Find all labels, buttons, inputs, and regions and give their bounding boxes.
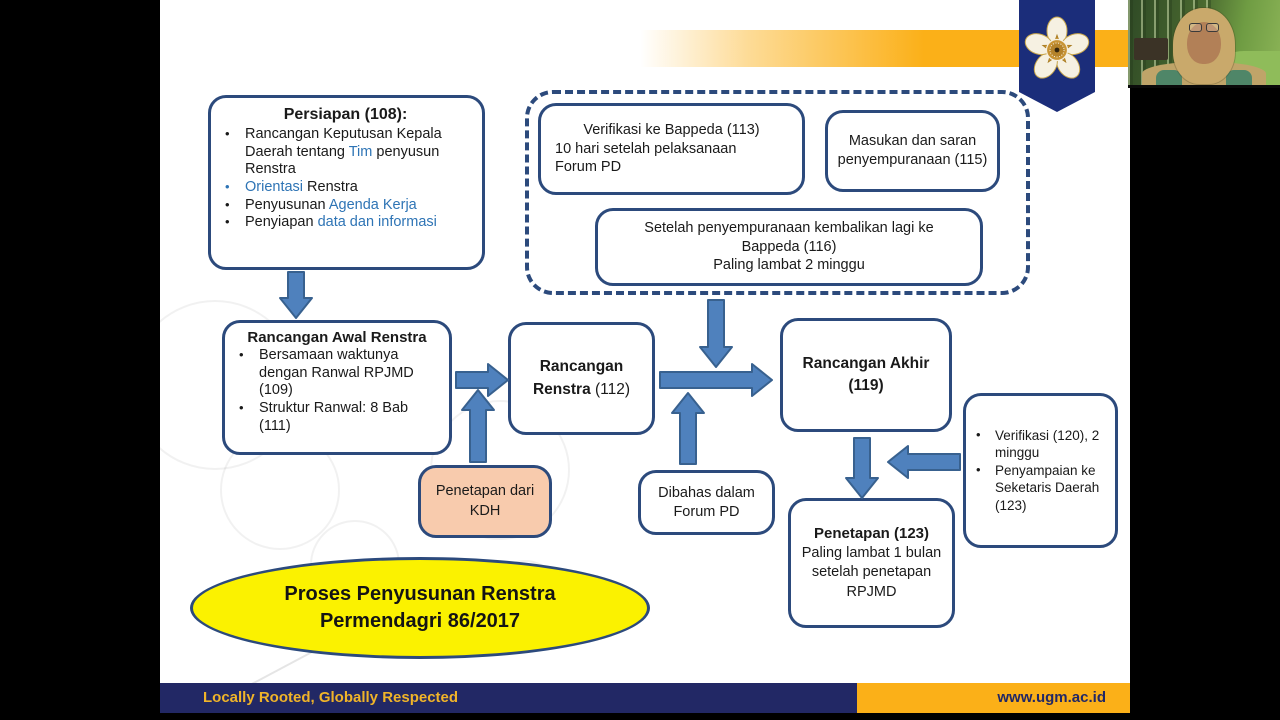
box-text: Paling lambat 1 bulan setelah penetapan RPJMD [801, 544, 942, 600]
slide-title-line1: Proses Penyusunan Renstra [284, 583, 556, 605]
webcam-thumbnail[interactable] [1128, 0, 1280, 88]
box-title: Penetapan (123) [813, 524, 930, 542]
box-title: Persiapan (108): [283, 106, 408, 123]
arrow-down-persiapan [280, 272, 312, 318]
bullet-text: Penyiapan data dan informasi [245, 214, 437, 231]
box-text: Setelah penyempuranaan kembalikan lagi ke Bappeda (116) [644, 219, 934, 255]
ugm-logo-icon [1015, 0, 1099, 118]
presentation-slide [160, 0, 1130, 713]
box-text: Rancangan Akhir (119) [802, 354, 930, 394]
arrow-up-forum-pd [672, 393, 704, 464]
arrow-down-dashed-group [700, 300, 732, 367]
bullet-item [233, 400, 441, 435]
penetapan-kdh-box [418, 465, 552, 538]
bullet-icon: • [225, 126, 230, 141]
box-text: Verifikasi ke Bappeda (113) [583, 121, 760, 138]
bullet-icon: • [239, 347, 244, 362]
bullet-icon: • [225, 179, 230, 195]
bullet-icon: • [976, 426, 981, 442]
slide-footer [160, 683, 1130, 713]
rancangan-akhir-119-box [780, 318, 952, 432]
footer-url: www.ugm.ac.id [857, 683, 1130, 713]
dibahas-forum-pd-box [638, 470, 775, 535]
bullet-icon: • [239, 400, 244, 416]
box-text: Masukan dan saran penyempuranaan (115) [837, 133, 988, 168]
bullet-text: Verifikasi (120), 2 minggu [995, 427, 1100, 461]
bullet-icon: • [976, 461, 981, 477]
verifikasi-bappeda-113-box [538, 103, 805, 195]
footer-tagline: Locally Rooted, Globally Respected [203, 689, 459, 706]
webcam-background-house [1134, 38, 1168, 60]
arrow-right-awal-to-renstra [456, 364, 508, 396]
speaker-hijab [1173, 8, 1235, 84]
bullet-item [233, 347, 441, 400]
bullet-item [219, 214, 472, 232]
bullet-icon: • [225, 214, 230, 230]
bullet-item [972, 462, 1107, 515]
speaker-shirt [1156, 70, 1182, 88]
arrow-right-renstra-to-akhir [660, 364, 772, 396]
bullet-icon: • [225, 196, 230, 212]
bullet-item [972, 427, 1107, 462]
masukan-saran-115-box [825, 110, 1000, 192]
penetapan-123-box [788, 498, 955, 628]
setelah-penyempurnaan-116-box [595, 208, 983, 286]
slide-title-line2: Permendagri 86/2017 [319, 610, 521, 632]
verifikasi-120-box [963, 393, 1118, 548]
bullet-text: Bersamaan waktunya dengan Ranwal RPJMD (109) [259, 347, 414, 399]
bullet-item [219, 197, 472, 215]
box-title: Rancangan Awal Renstra [247, 329, 427, 346]
arrow-down-akhir-to-penetapan [846, 438, 878, 498]
box-text: Paling lambat 2 minggu [713, 257, 865, 274]
rancangan-awal-renstra-box [222, 320, 452, 455]
bullet-text: Struktur Ranwal: 8 Bab (111) [259, 400, 409, 434]
box-text: Penetapan dari KDH [435, 482, 535, 519]
box-text: Rancangan Renstra (112) [532, 358, 631, 398]
box-text: Dibahas dalam Forum PD [658, 484, 755, 520]
glasses-lens [1189, 23, 1202, 32]
bullet-text: Orientasi Renstra [245, 179, 358, 196]
glasses-lens [1206, 23, 1219, 32]
box-text: Forum PD [555, 159, 622, 176]
bullet-item [219, 126, 472, 179]
speaker-shirt [1226, 70, 1252, 88]
slide-title-ellipse [190, 557, 650, 659]
box-text: 10 hari setelah pelaksanaan [555, 140, 737, 157]
bullet-text: Rancangan Keputusan Kepala Daerah tentang Tim penyusun Renstra [245, 126, 442, 178]
persiapan-108-box [208, 95, 485, 270]
rancangan-renstra-112-box [508, 322, 655, 435]
arrow-left-verifikasi [888, 446, 960, 478]
bullet-text: Penyusunan Agenda Kerja [245, 196, 417, 213]
bullet-item [219, 179, 472, 197]
speaker-glasses [1189, 23, 1219, 32]
bullet-text: Penyampaian ke Seketaris Daerah (123) [995, 462, 1100, 513]
